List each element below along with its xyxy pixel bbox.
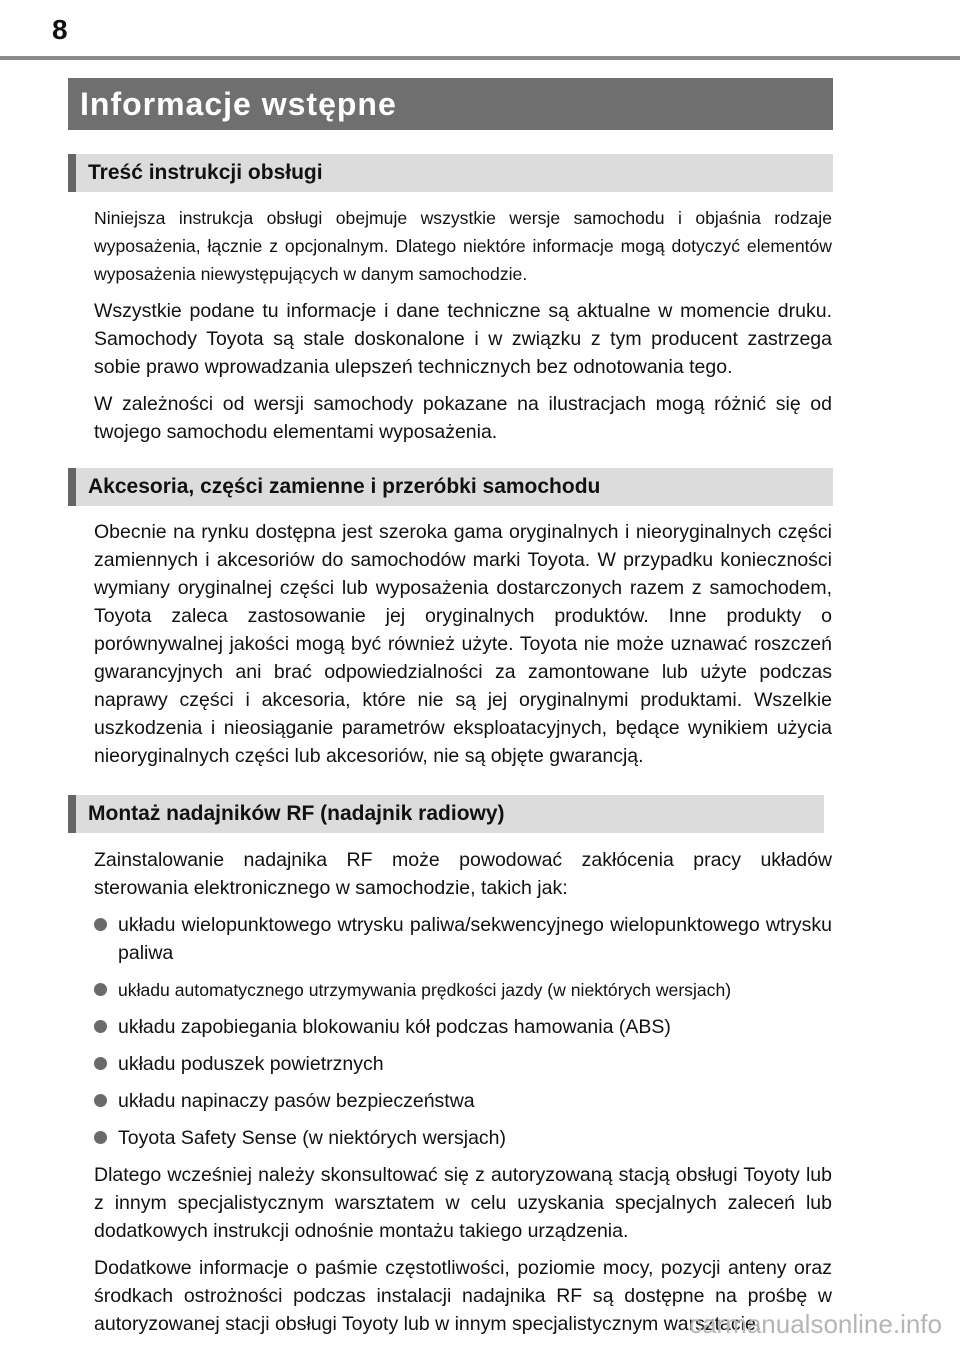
bullet-list bbox=[94, 911, 832, 1152]
bullet-circle-icon bbox=[94, 1094, 107, 1107]
paragraph: W zależności od wersji samochody pokazane na ilustracjach mogą różnić się od twojego samochodu elementami wyposażenia. bbox=[94, 393, 832, 443]
paragraph: Obecnie na rynku dostępna jest szeroka gama oryginalnych i nieoryginalnych części zamiennych i akcesoriów do samochodów marki Toyota. W przypadku konieczności wymiany oryginalnej części lub wyposażenia dostarczonych razem z samochodem, Toyota zaleca zastosowanie jej oryginalnych produktów. Inne produkty o porównywalnej jakości mogą być również użyte. Toyota nie może uznawać roszczeń gwarancyjnych ani brać odpowiedzialności za zamontowane lub użyte podczas naprawy części i akcesoria, które nie są jej oryginalnymi produktami. Wszelkie uszkodzenia i nieosiąganie parametrów eksploatacyjnych, będące wynikiem użycia nieoryginalnych części lub akcesoriów, nie są objęte gwarancją. bbox=[94, 521, 832, 767]
bullet-circle-icon bbox=[94, 918, 107, 931]
top-rule bbox=[0, 56, 960, 60]
section-body-tresc bbox=[94, 204, 832, 455]
list-item: układu wielopunktowego wtrysku paliwa/sekwencyjnego wielopunktowego wtrysku paliwa bbox=[94, 911, 832, 967]
section-heading-tresc: Treść instrukcji obsługi bbox=[68, 154, 833, 192]
paragraph: Niniejsza instrukcja obsługi obejmuje wszystkie wersje samochodu i objaśnia rodzaje wyposażenia, łącznie z opcjonalnym. Dlatego niektóre informacje mogą dotyczyć elementów wyposażenia niewystępujących w danym samochodzie. bbox=[94, 208, 832, 284]
page-number: 8 bbox=[52, 14, 68, 45]
section-heading-akcesoria: Akcesoria, części zamienne i przeróbki samochodu bbox=[68, 468, 833, 506]
bullet-circle-icon bbox=[94, 983, 107, 996]
section-body-akcesoria bbox=[94, 518, 832, 779]
list-item: układu poduszek powietrznych bbox=[94, 1050, 832, 1078]
bullet-circle-icon bbox=[94, 1131, 107, 1144]
paragraph: Dlatego wcześniej należy skonsultować się z autoryzowaną stacją obsługi Toyoty lub z innym specjalistycznym warsztatem w celu uzyskania specjalnych zaleceń lub dodatkowych instrukcji odnośnie montażu takiego urządzenia. bbox=[94, 1164, 832, 1242]
paragraph: Dodatkowe informacje o paśmie częstotliwości, poziomie mocy, pozycji anteny oraz środkach ostrożności podczas instalacji nadajnika RF są dostępne na prośbę w autoryzowanej stacji obsługi Toyoty lub w innym specjalistycznym warsztacie. bbox=[94, 1257, 832, 1335]
list-item: układu automatycznego utrzymywania prędkości jazdy (w niektórych wersjach) bbox=[94, 976, 832, 1004]
list-item: Toyota Safety Sense (w niektórych wersjach) bbox=[94, 1124, 832, 1152]
paragraph: Zainstalowanie nadajnika RF może powodować zakłócenia pracy układów sterowania elektronicznego w samochodzie, takich jak: bbox=[94, 849, 832, 899]
watermark: carmanualsonline.info bbox=[689, 1309, 942, 1339]
main-heading: Informacje wstępne bbox=[68, 78, 833, 130]
list-item: układu zapobiegania blokowaniu kół podczas hamowania (ABS) bbox=[94, 1013, 832, 1041]
section-body-montaz bbox=[94, 846, 832, 1347]
section-heading-montaz: Montaż nadajników RF (nadajnik radiowy) bbox=[68, 795, 824, 833]
bullet-circle-icon bbox=[94, 1057, 107, 1070]
list-item: układu napinaczy pasów bezpieczeństwa bbox=[94, 1087, 832, 1115]
paragraph: Wszystkie podane tu informacje i dane techniczne są aktualne w momencie druku. Samochody Toyota są stale doskonalone i w związku z tym producent zastrzega sobie prawo wprowadzania ulepszeń technicznych bez odnotowania tego. bbox=[94, 300, 832, 378]
bullet-circle-icon bbox=[94, 1020, 107, 1033]
